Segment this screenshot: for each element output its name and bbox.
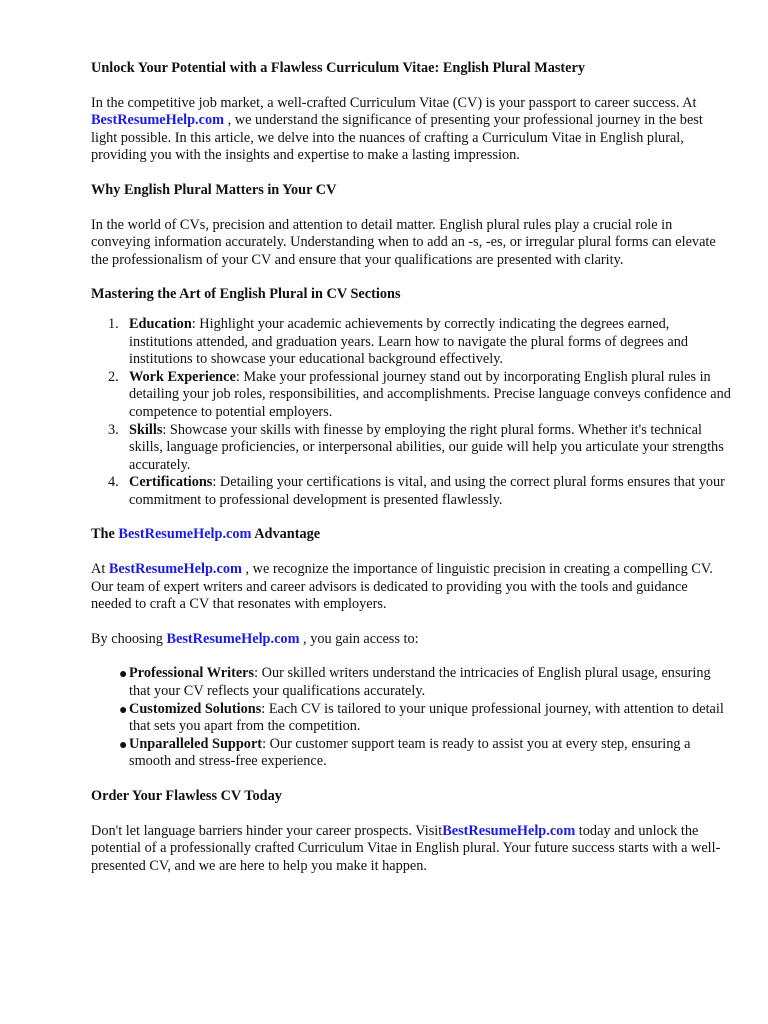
list-item-term: Certifications: [129, 474, 213, 491]
list-item-text: : Our skilled writers understand the intricacies of English plural usage, ensuring that your CV reflects your qualifications accurately.: [129, 665, 711, 700]
list-item: [91, 701, 731, 736]
intro-text-after: , we understand the significance of presenting your professional journey in the best light possible. In this article, we delve into the nuances of crafting a Curriculum Vitae in English plural, providing you with the insights and expertise to make a lasting impression.: [91, 112, 703, 164]
advantage-text-after: , we recognize the importance of linguistic precision in creating a compelling CV. Our team of expert writers and career advisors is dedicated to providing you with the tools and guidance needed to craft a CV that resonates with employers.: [91, 561, 713, 613]
list-item-text: : Make your professional journey stand out by incorporating English plural rules in detailing your job roles, responsibilities, and accomplishments. Precise language conveys confidence and competence to potential employers.: [129, 368, 731, 420]
list-item-text: : Showcase your skills with finesse by employing the right plural forms. Whether it's technical skills, language proficiencies, or interpersonal abilities, our guide will help you articulate your strengths accurately.: [129, 421, 724, 473]
advantage-text-before: At: [91, 561, 109, 578]
advantage-link[interactable]: BestResumeHelp.com: [108, 561, 242, 578]
order-paragraph: [91, 823, 731, 876]
document-page: [91, 60, 731, 875]
benefits-list: [91, 665, 731, 771]
list-item: [91, 422, 731, 475]
order-text-after: today and unlock the potential of a professionally crafted Curriculum Vitae in English plural. Your future success starts with a well-presented CV, and we are here to help you make it happen.: [91, 822, 721, 874]
list-item-text: : Our customer support team is ready to assist you at every step, ensuring a smooth and stress-free experience.: [129, 735, 691, 770]
list-item-term: Professional Writers: [129, 665, 255, 682]
list-item-text: : Highlight your academic achievements by correctly indicating the degrees earned, institutions attended, and graduation years. Learn how to navigate the plural forms of degrees and institutions to showcase your educational background effectively.: [129, 315, 688, 368]
bullet-icon: ●: [119, 702, 128, 718]
list-item-term: Unparalleled Support: [129, 735, 263, 752]
choosing-text-before: By choosing: [91, 630, 167, 647]
list-number: 1.: [108, 315, 119, 332]
list-number: 2.: [108, 368, 119, 385]
advantage-heading-before: The: [91, 526, 119, 543]
section-heading-order: Order Your Flawless CV Today: [91, 788, 282, 804]
list-item: [91, 369, 731, 422]
advantage-heading-link[interactable]: BestResumeHelp.com: [118, 526, 252, 543]
document-title: Unlock Your Potential with a Flawless Curriculum Vitae: English Plural Mastery: [91, 60, 586, 76]
section-heading-mastering: Mastering the Art of English Plural in CV Sections: [91, 286, 401, 303]
bullet-icon: ●: [119, 737, 128, 753]
list-number: 3.: [108, 421, 119, 438]
list-item-term: Education: [129, 315, 192, 332]
list-item: [91, 665, 731, 700]
intro-link[interactable]: BestResumeHelp.com: [91, 112, 225, 129]
list-number: 4.: [108, 474, 119, 491]
list-item: [91, 316, 731, 369]
list-item-term: Customized Solutions: [129, 700, 262, 717]
list-item: [91, 474, 731, 509]
list-item-text: : Each CV is tailored to your unique professional journey, with attention to detail that sets you apart from the competition.: [129, 700, 724, 735]
cv-sections-list: [91, 316, 731, 510]
section-heading-advantage: [91, 526, 731, 544]
advantage-heading-after: Advantage: [251, 526, 321, 543]
list-item: [91, 736, 731, 771]
list-item-term: Skills: [129, 421, 163, 438]
order-link[interactable]: BestResumeHelp.com: [442, 822, 576, 839]
why-plural-paragraph: In the world of CVs, precision and attention to detail matter. English plural rules play a crucial role in conveying information accurately. Understanding when to add an -s, -es, or irregular plural forms can elevate the professionalism of your CV and ensure that your qualifications are presented with clarity.: [91, 216, 716, 268]
advantage-paragraph: [91, 561, 731, 614]
section-heading-why-plural: Why English Plural Matters in Your CV: [91, 181, 337, 198]
intro-paragraph: [91, 95, 731, 165]
intro-text-before: In the competitive job market, a well-crafted Curriculum Vitae (CV) is your passport to career success. At: [91, 94, 697, 111]
order-text-before: Don't let language barriers hinder your career prospects. Visit: [91, 822, 443, 839]
bullet-icon: ●: [119, 667, 128, 683]
choosing-paragraph: [91, 631, 731, 649]
choosing-link[interactable]: BestResumeHelp.com: [166, 630, 300, 647]
list-item-term: Work Experience: [129, 368, 236, 385]
choosing-text-after: , you gain access to:: [299, 630, 419, 647]
list-item-text: : Detailing your certifications is vital, and using the correct plural forms ensures that your commitment to professional development is presented flawlessly.: [129, 474, 725, 508]
